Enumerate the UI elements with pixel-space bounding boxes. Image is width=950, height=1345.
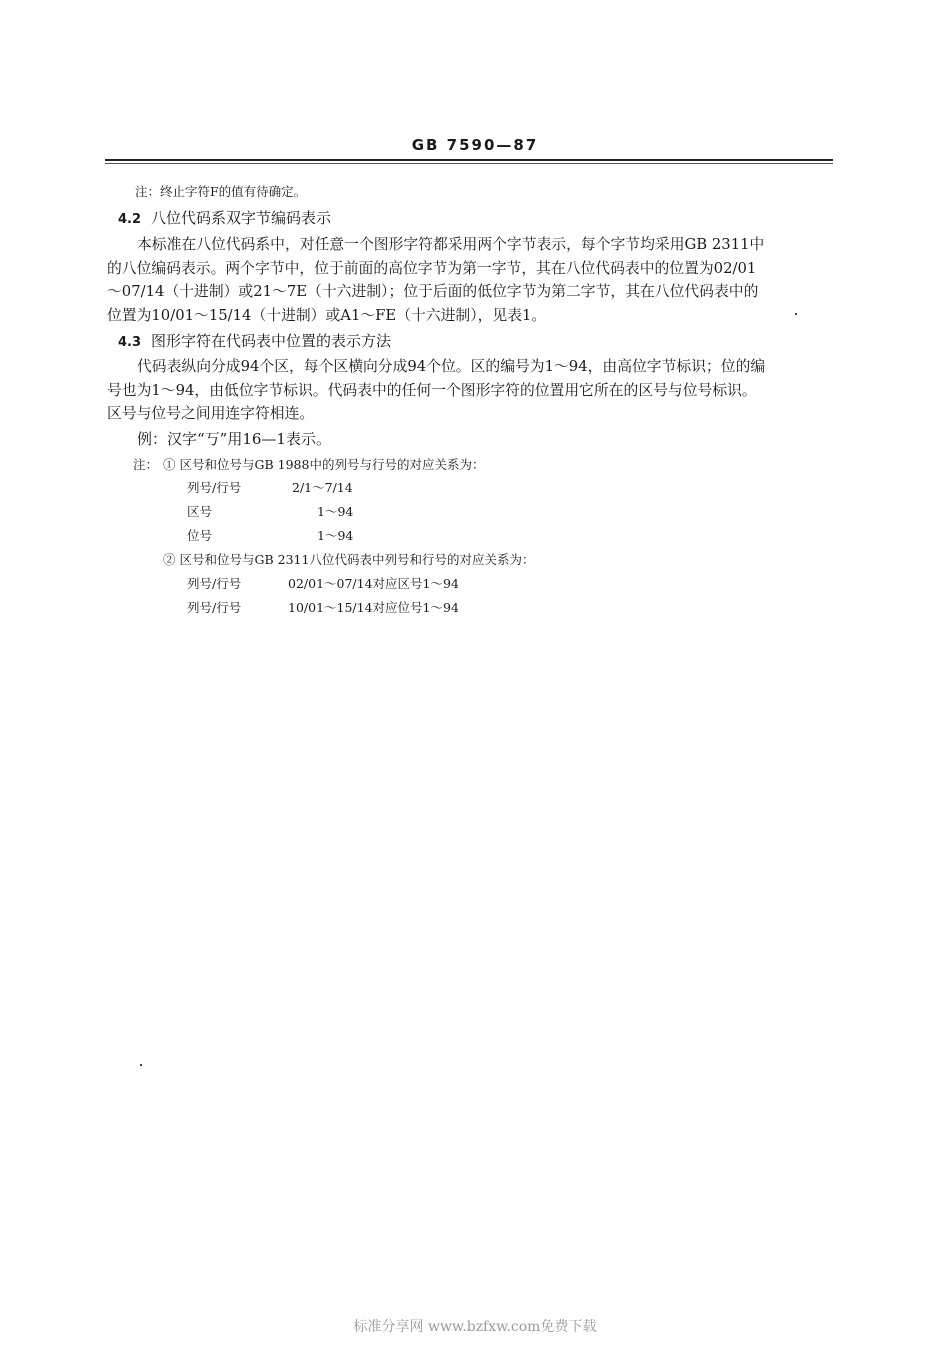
- top-note: 注：终止字符F的值有待确定。: [135, 184, 307, 199]
- note-marker: ②: [163, 552, 176, 567]
- paragraph-line: 本标准在八位代码系中，对任意一个图形字符都采用两个字节表示，每个字节均采用GB 2311中: [137, 236, 765, 253]
- scan-speck: [140, 1064, 142, 1066]
- header-doc-code: GB 7590—87: [411, 136, 539, 154]
- notes-label: 注：: [133, 457, 159, 472]
- note-body: 区号和位号与GB 1988中的列号与行号的对应关系为：: [179, 457, 485, 472]
- note-2-row-label: 列号/行号: [187, 600, 242, 615]
- scan-speck: [795, 313, 797, 315]
- example-line: 例：汉字“丂”用16—1表示。: [137, 430, 331, 448]
- paragraph-line: 号也为1～94，由低位字节标识。代码表中的任何一个图形字符的位置用它所在的区号与位号标识。: [107, 381, 757, 399]
- note-2-row-label: 列号/行号: [187, 576, 242, 591]
- header-rule: [105, 159, 833, 161]
- note-1-row-value: 2/1～7/14: [292, 480, 353, 495]
- note-1-text: [163, 455, 484, 473]
- paragraph-line: ～07/14（十进制）或21～7E（十六进制）；位于后面的低位字节为第二字节，其在八位代码表中的: [107, 283, 759, 300]
- section-4-3-heading: [118, 330, 391, 351]
- section-4-3-body: [107, 355, 832, 426]
- note-2-text: [163, 550, 534, 568]
- note-1-row-value: 1～94: [317, 504, 354, 519]
- section-4-2-body: [107, 233, 832, 327]
- note-1-row-label: 位号: [187, 528, 213, 543]
- paragraph-line: 代码表纵向分成94个区，每个区横向分成94个位。区的编号为1～94，由高位字节标识；位的编: [137, 358, 766, 375]
- note-1-row-label: 列号/行号: [187, 480, 242, 495]
- note-1-row-label: 区号: [187, 504, 213, 519]
- section-number: 4.3: [118, 335, 142, 350]
- note-marker: ①: [163, 457, 176, 472]
- note-2-row-value: 10/01～15/14对应位号1～94: [288, 600, 459, 615]
- note-1-row-value: 1～94: [317, 528, 354, 543]
- note-2-row-value: 02/01～07/14对应区号1～94: [288, 576, 459, 591]
- paragraph-line: 区号与位号之间用连字符相连。: [107, 405, 315, 422]
- section-title: 八位代码系双字节编码表示: [151, 209, 332, 227]
- section-title: 图形字符在代码表中位置的表示方法: [151, 332, 392, 350]
- section-number: 4.2: [118, 212, 142, 227]
- footer-watermark: 标准分享网 www.bzfxw.com免费下载: [353, 1319, 597, 1335]
- note-body: 区号和位号与GB 2311八位代码表中列号和行号的对应关系为：: [179, 552, 535, 567]
- section-4-2-heading: [118, 207, 331, 228]
- paragraph-line: 的八位编码表示。两个字节中，位于前面的高位字节为第一字节，其在八位代码表中的位置为02/01: [107, 259, 757, 277]
- paragraph-line: 位置为10/01～15/14（十进制）或A1～FE（十六进制），见表1。: [107, 306, 547, 324]
- header-rule-thin: [105, 163, 833, 164]
